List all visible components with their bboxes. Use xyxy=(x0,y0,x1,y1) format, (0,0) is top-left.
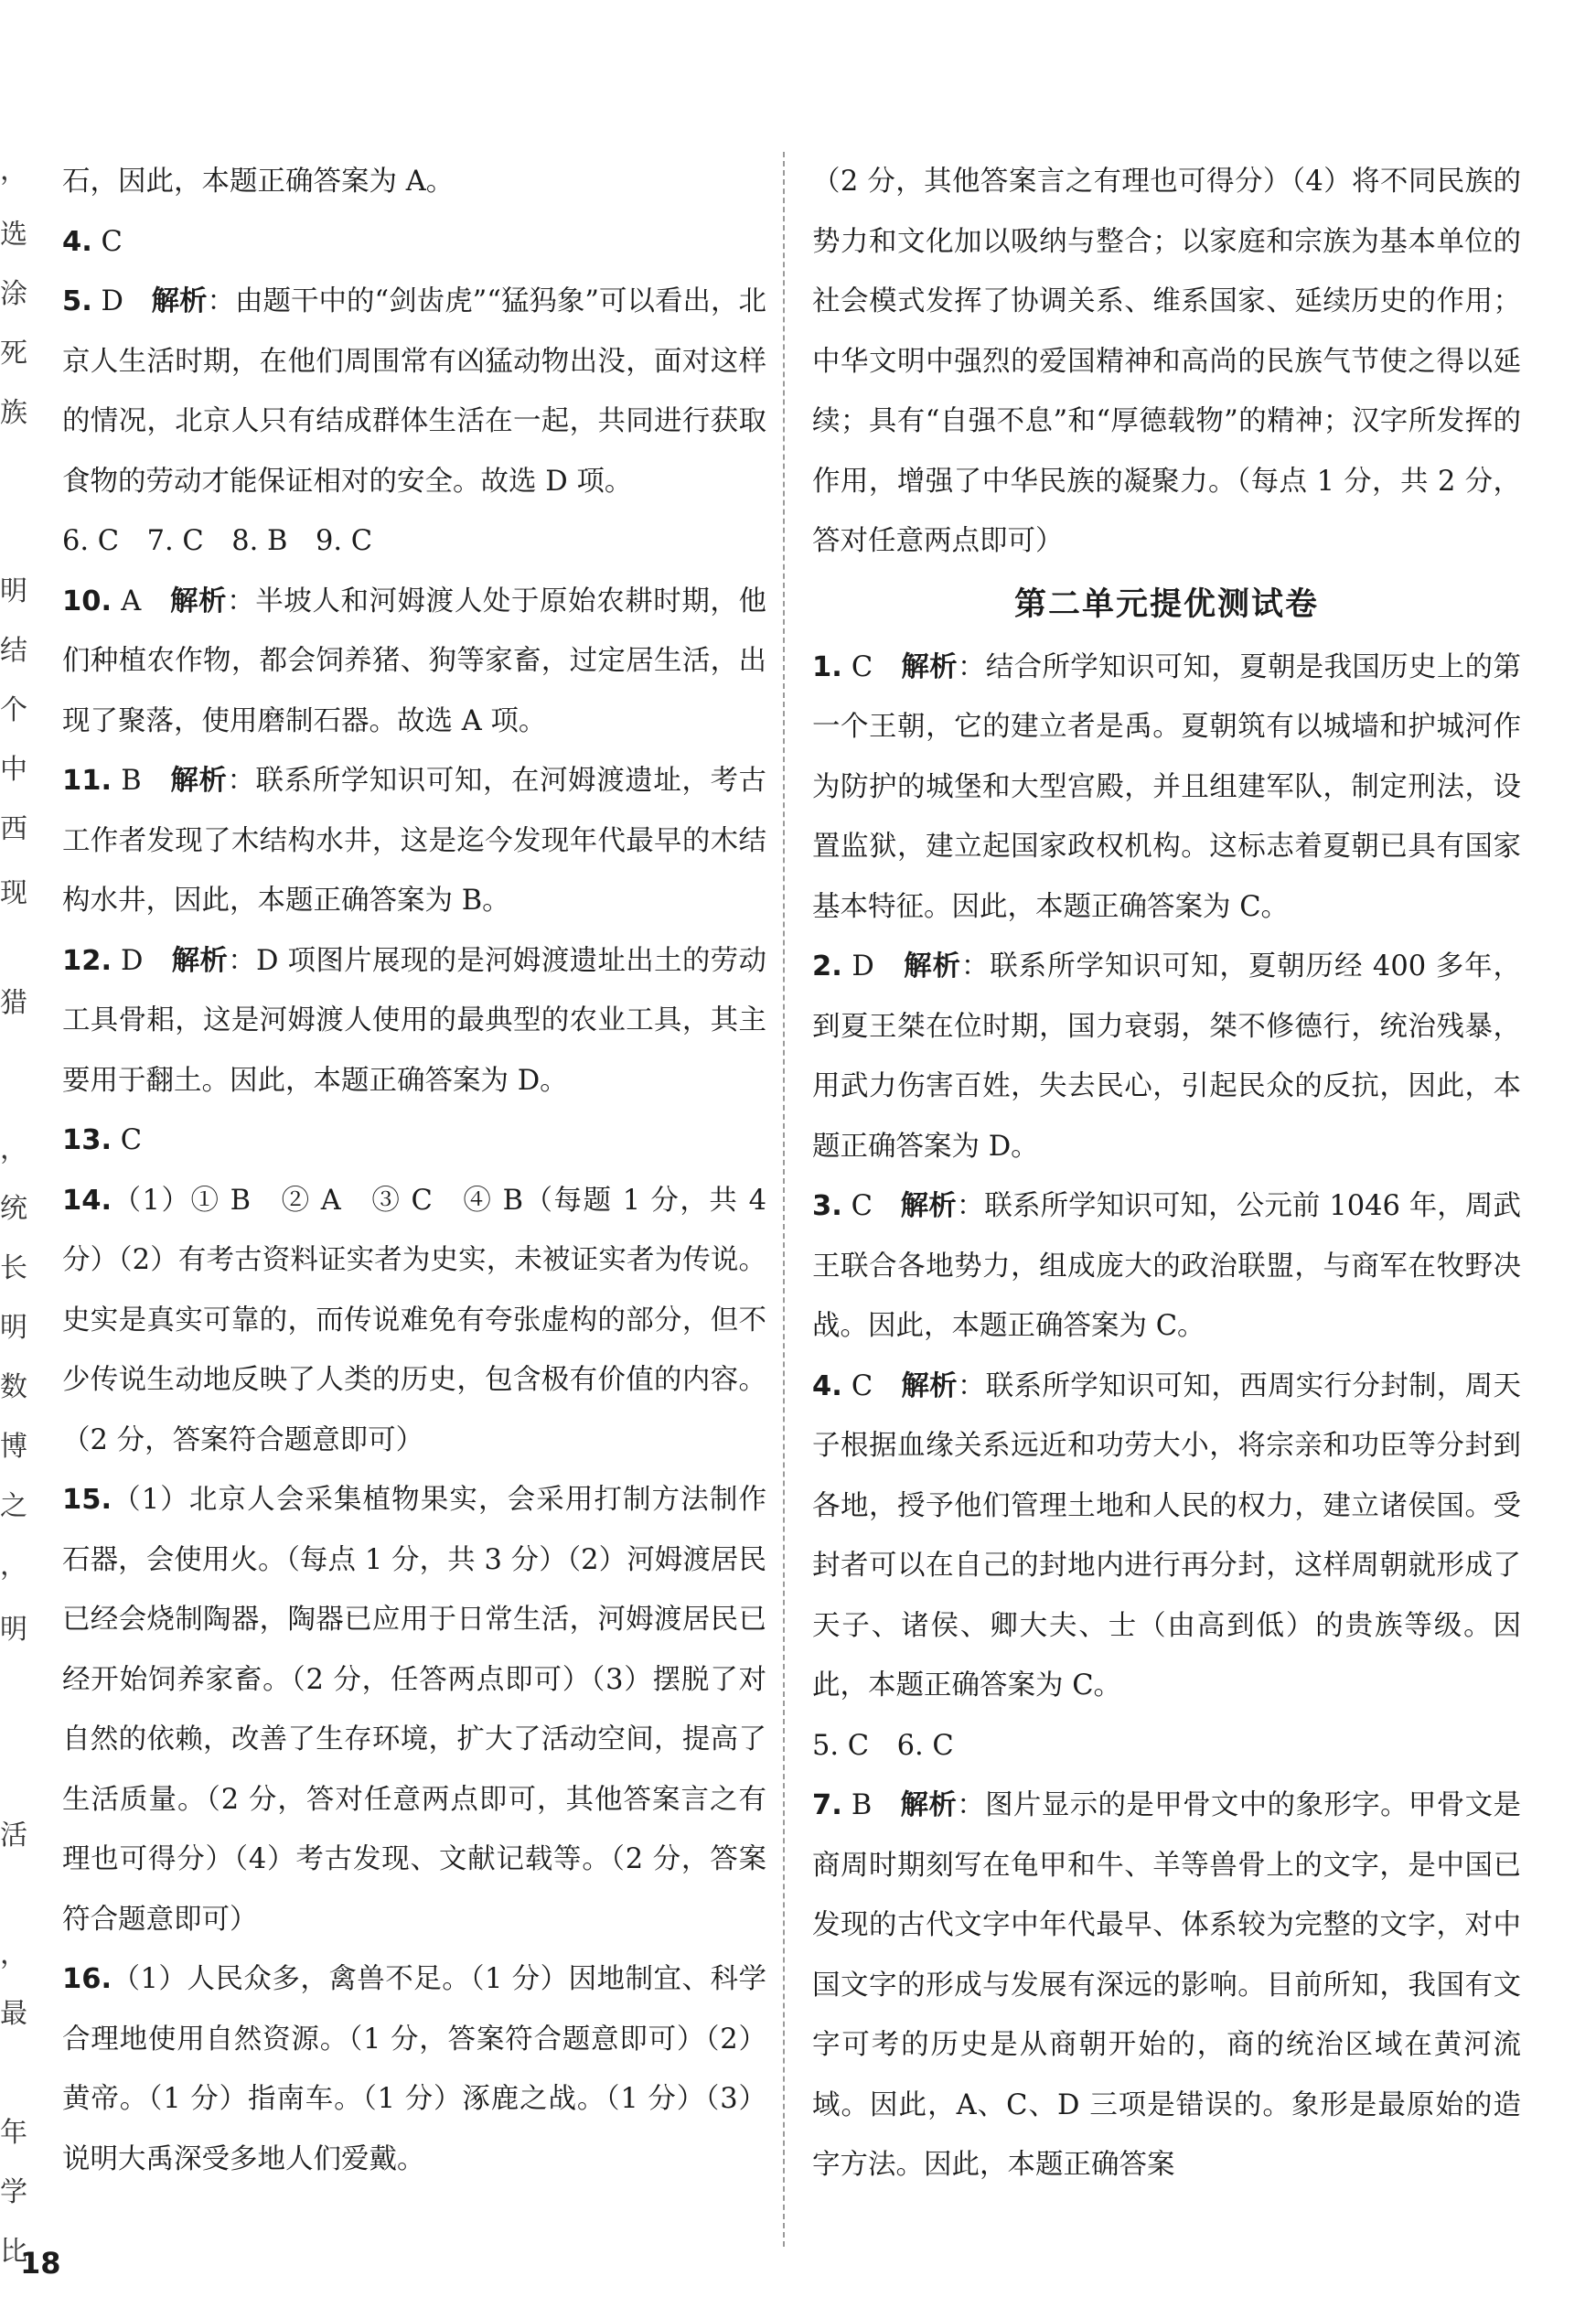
answer-text: A xyxy=(112,585,170,617)
answer-item xyxy=(62,511,766,572)
answer-item xyxy=(62,1171,766,1471)
analysis-label: 解析 xyxy=(904,950,961,982)
answer-item xyxy=(812,1716,1521,1777)
answer-item xyxy=(62,751,766,931)
answer-item xyxy=(62,931,766,1111)
margin-fragment: ， xyxy=(0,1133,27,1165)
analysis-label: 解析 xyxy=(901,650,958,683)
question-number: 2. xyxy=(812,950,842,982)
margin-fragment: 中 xyxy=(0,754,27,786)
margin-fragment: 博 xyxy=(0,1431,27,1463)
margin-fragment: 之 xyxy=(0,1490,27,1522)
analysis-text: ：半坡人和河姆渡人处于原始农耕时期，他们种植农作物，都会饲养猪、狗等家畜，过定居生活，出现了聚落，使用磨制石器。故选 A 项。 xyxy=(62,585,766,737)
analysis-label: 解析 xyxy=(171,944,229,977)
analysis-text: ：D 项图片展现的是河姆渡遗址出土的劳动工具骨耜，这是河姆渡人使用的最典型的农业工具，其主要用于翻土。因此，本题正确答案为 D。 xyxy=(62,944,766,1097)
question-number: 7. xyxy=(812,1789,842,1821)
answer-text: （1）① B ② A ③ C ④ B（每题 1 分，共 4 分）（2）有考古资料证实者为史实，未被证实者为传说。史实是真实可靠的，而传说难免有夸张虚构的部分，但不少传说生动地反映了人类的历史，包含极有价值的内容。（2 分，答案符合题意即可） xyxy=(62,1184,766,1456)
question-number: 5. xyxy=(62,285,92,317)
question-number: 14. xyxy=(62,1184,112,1217)
answer-item xyxy=(62,1470,766,1949)
margin-fragment: 死 xyxy=(0,338,27,370)
answer-item xyxy=(812,638,1521,938)
margin-fragment: 个 xyxy=(0,694,27,726)
answer-text: （1）北京人会采集植物果实，会采用打制方法制作石器，会使用火。（每点 1 分，共 3 分）（2）河姆渡居民已经会烧制陶器，陶器已应用于日常生活，河姆渡居民已经开始饲养家畜。（2 分，任答两点即可）（3）摆脱了对自然的依赖，改善了生存环境，扩大了活动空间，提高了生活质量。（2 分，答对任意两点即可，其他答案言之有理也可得分）（4）考古发现、文献记载等。（2 分，答案符合题意即可） xyxy=(62,1484,766,1936)
question-number: 4. xyxy=(62,225,92,258)
analysis-label: 解析 xyxy=(901,1369,958,1402)
analysis-text: ：联系所学知识可知，公元前 1046 年，周武王联合各地势力，组成庞大的政治联盟，与商军在牧野决战。因此，本题正确答案为 C。 xyxy=(812,1190,1521,1342)
answer-item xyxy=(62,572,766,752)
margin-fragment: 猎 xyxy=(0,987,27,1019)
margin-fragment: 族 xyxy=(0,397,27,429)
margin-fragment: ， xyxy=(0,1938,27,1970)
answer-text: D xyxy=(91,285,152,317)
analysis-label: 解析 xyxy=(900,1190,957,1222)
answer-text: C xyxy=(112,1124,143,1156)
question-number: 11. xyxy=(62,765,112,797)
margin-fragment: 涂 xyxy=(0,278,27,310)
analysis-text: ：由题干中的“剑齿虎”“猛犸象”可以看出，北京人生活时期，在他们周围常有凶猛动物出没，面对这样的情况，北京人只有结成群体生活在一起，共同进行获取食物的劳动才能保证相对的安全。故选 D 项。 xyxy=(62,285,766,498)
margin-fragment: 最 xyxy=(0,1998,27,2030)
question-number: 1. xyxy=(812,650,842,683)
margin-fragment: ， xyxy=(0,155,27,187)
answer-item xyxy=(62,272,766,511)
answer-item xyxy=(812,937,1521,1176)
margin-fragment: 学 xyxy=(0,2176,27,2208)
answer-text: C xyxy=(841,1190,901,1222)
margin-fragment: 西 xyxy=(0,813,27,845)
analysis-label: 解析 xyxy=(169,585,228,617)
answer-text: 5. C 6. C xyxy=(812,1729,954,1762)
margin-fragment: 明 xyxy=(0,1312,27,1344)
section-title: 第二单元提优测试卷 xyxy=(1013,585,1319,623)
question-number: 10. xyxy=(62,585,112,617)
answer-text: C xyxy=(91,225,123,258)
answer-text: 石，因此，本题正确答案为 A。 xyxy=(62,166,455,198)
analysis-label: 解析 xyxy=(151,285,208,317)
answer-text: B xyxy=(841,1789,901,1821)
answer-item xyxy=(812,1176,1521,1357)
question-number: 12. xyxy=(62,944,112,977)
answer-item xyxy=(62,1949,766,2189)
analysis-label: 解析 xyxy=(170,765,228,797)
margin-fragment: 数 xyxy=(0,1371,27,1403)
answer-text: C xyxy=(841,1369,902,1402)
answer-item xyxy=(812,1776,1521,2195)
page-number: 18 xyxy=(20,2246,61,2281)
question-number: 13. xyxy=(62,1124,112,1156)
right-column xyxy=(812,152,1521,2195)
right-column-intro: （2 分，其他答案言之有理也可得分）（4）将不同民族的势力和文化加以吸纳与整合；以家庭和宗族为基本单位的社会模式发挥了协调关系、维系国家、延续历史的作用；中华文明中强烈的爱国精神和高尚的民族气节使之得以延续；具有“自强不息”和“厚德载物”的精神；汉字所发挥的作用，增强了中华民族的凝聚力。（每点 1 分，共 2 分，答对任意两点即可） xyxy=(812,166,1521,557)
margin-fragment: 长 xyxy=(0,1252,27,1284)
analysis-text: ：结合所学知识可知，夏朝是我国历史上的第一个王朝，它的建立者是禹。夏朝筑有以城墙和护城河作为防护的城堡和大型宫殿，并且组建军队，制定刑法，设置监狱，建立起国家政权机构。这标志着夏朝已具有国家基本特征。因此，本题正确答案为 C。 xyxy=(812,650,1522,923)
analysis-label: 解析 xyxy=(900,1789,958,1821)
answer-item xyxy=(62,152,766,212)
question-number: 15. xyxy=(62,1484,112,1516)
analysis-text: ：图片显示的是甲骨文中的象形字。甲骨文是商周时期刻写在龟甲和牛、羊等兽骨上的文字，是中国已发现的古代文字中年代最早、体系较为完整的文字，对中国文字的形成与发展有深远的影响。目前所知，我国有文字可考的历史是从商朝开始的，商的统治区域在黄河流域。因此，A、C、D 三项是错误的。象形是最原始的造字方法。因此，本题正确答案 xyxy=(812,1789,1522,2181)
question-number: 16. xyxy=(62,1963,112,1995)
answer-item xyxy=(62,212,766,273)
margin-fragment: 比 xyxy=(0,2236,27,2268)
left-column xyxy=(62,152,766,2189)
margin-fragment: 年 xyxy=(0,2117,27,2149)
margin-fragment: 结 xyxy=(0,635,27,667)
answer-text: 6. C 7. C 8. B 9. C xyxy=(62,525,373,557)
analysis-text: ：联系所学知识可知，夏朝历经 400 多年，到夏王桀在位时期，国力衰弱，桀不修德行，统治残暴，用武力伤害百姓，失去民心，引起民众的反抗，因此，本题正确答案为 D。 xyxy=(812,950,1521,1163)
answer-text: D xyxy=(112,944,172,977)
margin-fragment: 现 xyxy=(0,877,27,909)
answer-item xyxy=(62,1111,766,1171)
question-number: 4. xyxy=(812,1369,842,1402)
answer-text: B xyxy=(112,765,171,797)
right-column-items xyxy=(812,638,1521,2195)
question-number: 3. xyxy=(812,1190,842,1222)
margin-fragment: ， xyxy=(0,1550,27,1582)
margin-fragment: 统 xyxy=(0,1193,27,1225)
margin-fragment: 选 xyxy=(0,219,27,251)
analysis-text: ：联系所学知识可知，在河姆渡遗址，考古工作者发现了木结构水井，这是迄今发现年代最早的木结构水井，因此，本题正确答案为 B。 xyxy=(62,765,767,917)
answer-text: （1）人民众多，禽兽不足。（1 分）因地制宜、科学合理地使用自然资源。（1 分，答案符合题意即可）（2）黄帝。（1 分）指南车。（1 分）涿鹿之战。（1 分）（3）说明大禹深受多地人们爱戴。 xyxy=(62,1963,766,2175)
margin-fragment: 活 xyxy=(0,1820,27,1852)
answer-text: C xyxy=(841,650,902,683)
margin-fragment: 明 xyxy=(0,575,27,607)
answer-item xyxy=(812,1357,1521,1716)
analysis-text: ：联系所学知识可知，西周实行分封制，周天子根据血缘关系远近和功劳大小，将宗亲和功臣等分封到各地，授予他们管理土地和人民的权力，建立诸侯国。受封者可以在自己的封地内进行再分封，这样周朝就形成了天子、诸侯、卿大夫、士（由高到低）的贵族等级。因此，本题正确答案为 C。 xyxy=(812,1369,1522,1701)
answer-text: D xyxy=(841,950,905,982)
column-divider xyxy=(783,152,785,2247)
margin-fragment: 明 xyxy=(0,1614,27,1646)
